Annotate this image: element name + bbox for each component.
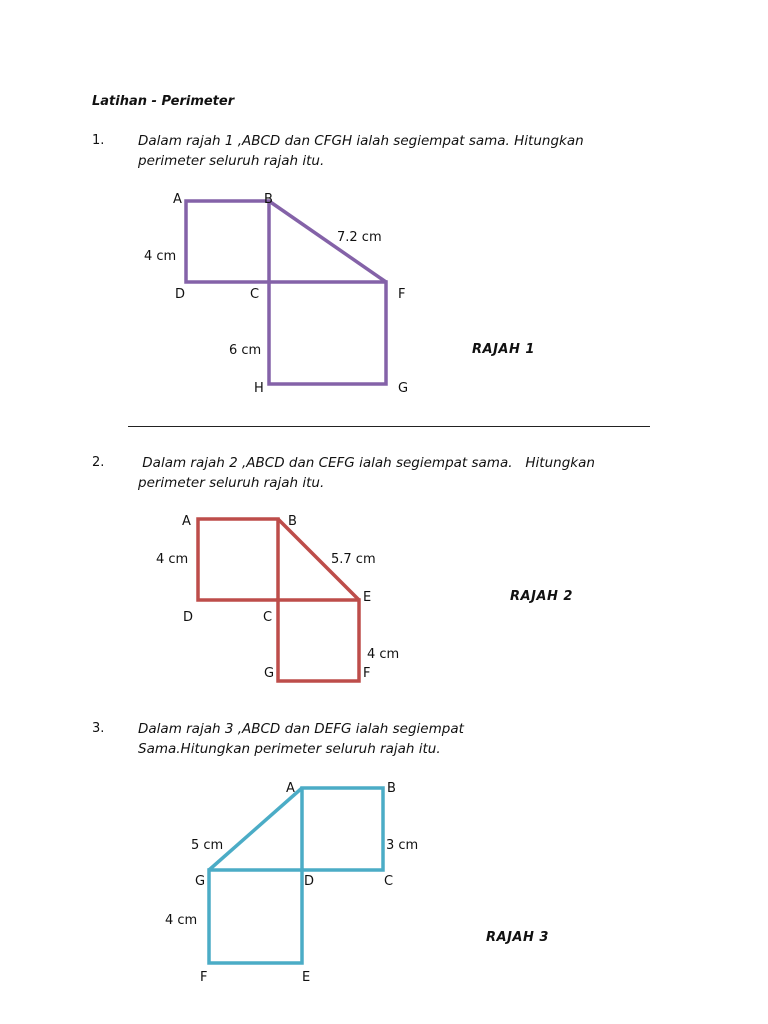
figure-3-vertex-g: G [195,874,206,889]
figure-2 [198,519,359,681]
figure-2-vertex-f: F [363,666,371,681]
worksheet-title: Latihan - Perimeter [92,94,235,109]
figure-2-label: RAJAH 2 [510,589,573,604]
question-2-number: 2. [92,455,105,470]
figure-3-vertex-f: F [200,970,208,985]
figure-1-label: RAJAH 1 [472,342,535,357]
figure-3-slant-label: 5 cm [191,838,224,853]
figure-1-lower-label: 6 cm [229,343,262,358]
figure-1-vertex-b: B [264,192,273,207]
question-1-line-2: perimeter seluruh rajah itu. [138,153,325,169]
figure-3-lower-label: 4 cm [165,913,198,928]
question-3-number: 3. [92,721,105,736]
figure-3-side-label: 3 cm [386,838,419,853]
figure-1-vertex-a: A [173,192,182,207]
figure-2-vertex-a: A [182,514,191,529]
figure-2-slant-label: 5.7 cm [331,552,376,567]
question-1-number: 1. [92,133,105,148]
question-3-line-2: Sama.Hitungkan perimeter seluruh rajah itu. [138,741,441,757]
question-2-line-2: perimeter seluruh rajah itu. [138,475,325,491]
figure-3-vertex-e: E [302,970,311,985]
figure-3-square-defg [209,870,302,963]
figure-2-vertex-g: G [264,666,275,681]
figure-2-lower-label: 4 cm [367,647,400,662]
figure-3-line-ag [209,788,302,870]
figure-2-side-label: 4 cm [156,552,189,567]
figure-3 [209,788,383,963]
question-1-line-1: Dalam rajah 1 ,ABCD dan CFGH ialah segiempat sama. Hitungkan [138,133,584,149]
figure-1-vertex-h: H [254,381,264,396]
figure-1-vertex-f: F [398,287,406,302]
figure-1-side-label: 4 cm [144,249,177,264]
figure-3-vertex-d: D [304,874,315,889]
figure-2-square-abcd [198,519,278,600]
question-3-line-1: Dalam rajah 3 ,ABCD dan DEFG ialah segiempat [138,721,464,737]
figure-1-square-abcd [186,201,269,282]
figure-3-label: RAJAH 3 [486,930,549,945]
figure-2-vertex-c: C [263,610,273,625]
figure-1-vertex-d: D [175,287,186,302]
figure-2-vertex-b: B [288,514,297,529]
figure-1-square-cfgh [269,282,386,384]
figure-1-vertex-g: G [398,381,409,396]
figure-2-vertex-d: D [183,610,194,625]
question-2-line-1: Dalam rajah 2 ,ABCD dan CEFG ialah segiempat sama. Hitungkan [138,455,595,471]
figure-2-vertex-e: E [363,590,372,605]
figure-3-square-abcd [302,788,383,870]
figure-1-vertex-c: C [250,287,260,302]
figure-3-vertex-a: A [286,781,295,796]
figure-1-slant-label: 7.2 cm [337,230,382,245]
figure-2-square-cefg [278,600,359,681]
figure-3-vertex-b: B [387,781,396,796]
figure-3-vertex-c: C [384,874,394,889]
figure-1 [186,201,386,384]
